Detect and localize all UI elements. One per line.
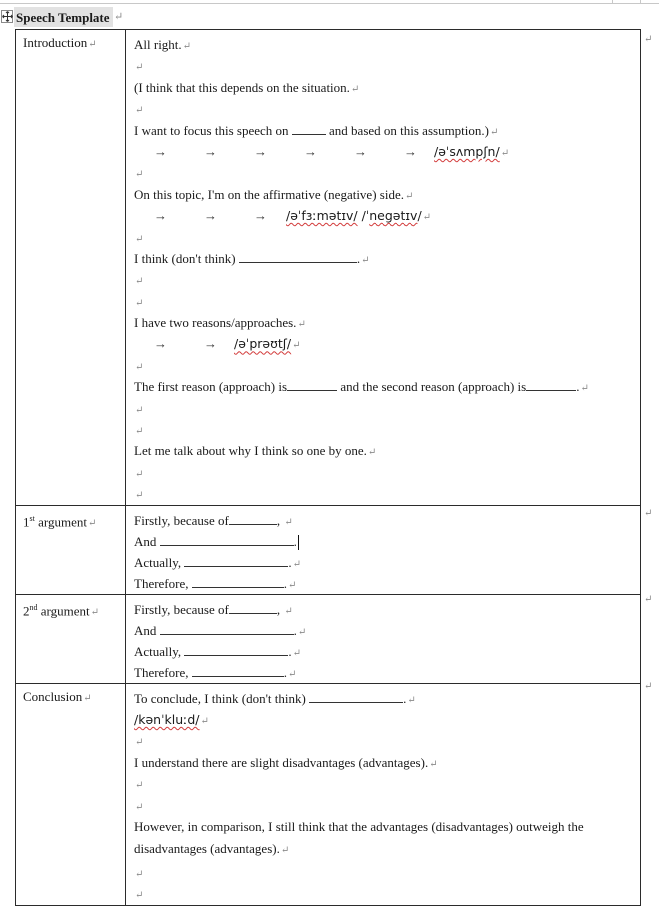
text-line (134, 573, 640, 594)
content-cell-argument-1[interactable] (126, 505, 641, 594)
paragraph-mark: ↵ (135, 233, 144, 245)
empty-line (134, 227, 640, 248)
row-label: argument (34, 513, 87, 529)
text: . (356, 250, 361, 266)
paragraph-mark: ↵ (135, 276, 144, 288)
text: I understand there are slight disadvantages (advantages). (134, 754, 429, 770)
content-cell-introduction[interactable] (126, 30, 641, 506)
empty-line (134, 795, 640, 816)
phonetic-line (134, 141, 640, 162)
text: . (288, 643, 292, 659)
text: . (293, 533, 297, 549)
fill-blank[interactable] (229, 601, 277, 614)
paragraph-mark: ↵ (135, 890, 144, 902)
label-cell-conclusion[interactable] (16, 683, 126, 905)
text-line (134, 599, 640, 620)
row-end-mark: ↵ (644, 508, 653, 519)
paragraph-mark: ↵ (135, 361, 144, 373)
text-line (134, 77, 640, 98)
phonetic-line (134, 205, 640, 226)
content-cell-conclusion[interactable] (126, 683, 641, 905)
fill-blank[interactable] (526, 378, 576, 391)
text: . (403, 690, 407, 706)
empty-line (134, 483, 640, 504)
text: , (276, 512, 284, 528)
paragraph-mark: ↵ (135, 105, 144, 117)
phonetic-text: /ˈ (357, 208, 370, 224)
fill-blank[interactable] (192, 664, 284, 677)
document-title: Speech Template (14, 7, 113, 27)
paragraph-mark: ↵ (422, 212, 432, 224)
tab-arrow-icon: → (154, 336, 167, 352)
fill-blank[interactable] (160, 622, 294, 635)
paragraph-mark: ↵ (297, 319, 306, 331)
tab-arrow-icon: → (354, 143, 367, 159)
speech-template-table (15, 29, 641, 906)
fill-blank[interactable] (184, 643, 288, 656)
text: And (134, 622, 160, 638)
fill-blank[interactable] (192, 575, 284, 588)
text: . (576, 379, 580, 395)
tab-arrow-icon: → (154, 208, 167, 224)
row-end-mark: ↵ (644, 681, 653, 692)
text-line (134, 641, 640, 662)
tab-arrow-icon: → (204, 143, 217, 159)
paragraph-mark: ↵ (135, 297, 144, 309)
text: Firstly, because of (134, 601, 229, 617)
paragraph-mark: ↵ (292, 647, 302, 659)
row-end-mark: ↵ (644, 34, 653, 45)
tab-arrow-icon: → (154, 143, 167, 159)
paragraph-mark: ↵ (182, 41, 192, 52)
text: However, in comparison, I still think that the advantages (disadvantages) outweigh the disadvantages (advantages). (134, 818, 584, 856)
empty-line (134, 162, 640, 183)
text: I think (don't think) (134, 250, 239, 266)
text-cursor (298, 535, 299, 550)
table-row-argument-2 (16, 594, 641, 683)
paragraph-mark: ↵ (292, 340, 301, 352)
text-line (134, 312, 640, 333)
page-corner-mark (612, 0, 613, 4)
paragraph-mark: ↵ (200, 715, 209, 727)
text-line (134, 552, 640, 573)
fill-blank[interactable] (292, 122, 326, 135)
tab-arrow-icon: → (254, 143, 267, 159)
text-line (134, 816, 640, 862)
label-cell-argument-2[interactable] (16, 594, 126, 683)
fill-blank[interactable] (239, 250, 357, 263)
text: Firstly, because of (134, 512, 229, 528)
tab-arrow-icon: → (204, 336, 217, 352)
table-row-introduction (16, 30, 641, 506)
paragraph-mark: ↵ (361, 254, 370, 266)
row-label-suffix: nd (29, 602, 38, 612)
text: Therefore, (134, 575, 192, 591)
fill-blank[interactable] (184, 554, 288, 567)
phonetic-text: /əˈsʌmpʃn/ (434, 143, 500, 159)
paragraph-mark: ↵ (87, 517, 97, 529)
tab-arrow-icon: → (254, 208, 267, 224)
empty-line (134, 269, 640, 290)
phonetic-line (134, 333, 640, 354)
paragraph-mark: ↵ (88, 39, 97, 50)
table-row-argument-1 (16, 505, 641, 594)
paragraph-mark: ↵ (367, 447, 377, 459)
label-cell-introduction[interactable] (16, 30, 126, 506)
empty-line (134, 419, 640, 440)
row-label: argument (37, 602, 90, 618)
text-line (134, 120, 640, 141)
paragraph-mark: ↵ (284, 516, 293, 528)
empty-line (134, 730, 640, 751)
content-cell-argument-2[interactable] (126, 594, 641, 683)
phonetic-text: negətɪv (369, 208, 418, 224)
text-line (134, 510, 640, 531)
fill-blank[interactable] (160, 533, 294, 546)
row-label: Introduction (23, 35, 88, 50)
text-line (134, 440, 640, 461)
paragraph-mark: ↵ (500, 147, 510, 159)
text: Let me talk about why I think so one by one. (134, 443, 367, 459)
paragraph-mark: ↵ (350, 83, 360, 95)
text: and the second reason (approach) is (337, 379, 527, 395)
paragraph-mark: ↵ (114, 11, 124, 23)
tab-arrow-icon: → (404, 143, 417, 159)
paragraph-mark: ↵ (490, 126, 499, 138)
paragraph-mark: ↵ (580, 383, 589, 395)
paragraph-mark: ↵ (135, 468, 144, 480)
fill-blank[interactable] (287, 378, 337, 391)
fill-blank[interactable] (309, 690, 403, 703)
text: . (283, 664, 287, 680)
paragraph-mark: ↵ (297, 626, 307, 638)
text-line (134, 34, 640, 55)
text-line (134, 376, 640, 397)
label-cell-argument-1[interactable] (16, 505, 126, 594)
row-label: Conclusion (23, 688, 83, 704)
phonetic-text: /əˈprəʊtʃ/ (234, 336, 292, 352)
paragraph-mark: ↵ (135, 801, 144, 813)
empty-line (134, 773, 640, 794)
row-label: 1 (23, 513, 30, 529)
empty-line (134, 291, 640, 312)
tab-arrow-icon: → (304, 143, 317, 159)
paragraph-mark: ↵ (135, 780, 144, 792)
phonetic-text: / (417, 208, 422, 224)
paragraph-mark: ↵ (135, 490, 144, 502)
paragraph-mark: ↵ (407, 694, 416, 706)
phonetic-line (134, 709, 640, 730)
empty-line (134, 55, 640, 76)
text: To conclude, I think (don't think) (134, 690, 310, 706)
text: I want to focus this speech on (134, 122, 292, 138)
table-row-conclusion (16, 683, 641, 905)
paragraph-mark: ↵ (284, 605, 293, 617)
text-line (134, 620, 640, 641)
phonetic-text: /kənˈkluːd/ (134, 711, 200, 727)
text: and based on this assumption.) (325, 122, 489, 138)
paragraph-mark: ↵ (135, 169, 144, 181)
text: And (134, 533, 160, 549)
text-line (134, 248, 640, 269)
text: . (293, 622, 297, 638)
text: Actually, (134, 554, 185, 570)
text: All right. (134, 37, 182, 52)
empty-line (134, 462, 640, 483)
empty-line (134, 398, 640, 419)
paragraph-mark: ↵ (135, 404, 144, 416)
text: On this topic, I'm on the affirmative (negative) side. (134, 186, 404, 202)
paragraph-mark: ↵ (288, 579, 297, 591)
paragraph-mark: ↵ (135, 868, 144, 880)
fill-blank[interactable] (229, 512, 277, 525)
row-label-suffix: st (29, 513, 35, 523)
text-line (134, 184, 640, 205)
empty-line (134, 862, 640, 883)
text: The first reason (approach) is (134, 379, 288, 395)
paragraph-mark: ↵ (288, 668, 297, 680)
empty-line (134, 883, 640, 904)
text-line (134, 531, 640, 552)
row-label: 2 (23, 602, 30, 618)
text: . (283, 575, 287, 591)
row-end-mark: ↵ (644, 594, 653, 605)
table-move-handle-icon[interactable] (1, 10, 13, 23)
paragraph-mark: ↵ (135, 62, 144, 74)
paragraph-mark: ↵ (404, 190, 414, 202)
empty-line (134, 98, 640, 119)
text: I have two reasons/approaches. (134, 315, 297, 331)
phonetic-text: /əˈfɜːmətɪv/ (286, 208, 358, 224)
paragraph-mark: ↵ (429, 758, 438, 770)
text-line (134, 662, 640, 683)
paragraph-mark: ↵ (280, 844, 290, 856)
tab-arrow-icon: → (204, 208, 217, 224)
text: , (276, 601, 284, 617)
text-line (134, 752, 640, 773)
paragraph-mark: ↵ (83, 692, 92, 704)
text-line (134, 688, 640, 709)
text: . (288, 554, 292, 570)
page-top-rule (0, 3, 659, 4)
text: Therefore, (134, 664, 192, 680)
text: (I think that this depends on the situation. (134, 79, 350, 95)
paragraph-mark: ↵ (135, 737, 144, 749)
paragraph-mark: ↵ (292, 558, 302, 570)
paragraph-mark: ↵ (90, 606, 99, 618)
empty-line (134, 355, 640, 376)
text: Actually, (134, 643, 185, 659)
paragraph-mark: ↵ (135, 426, 144, 438)
page-corner-mark (640, 0, 641, 4)
